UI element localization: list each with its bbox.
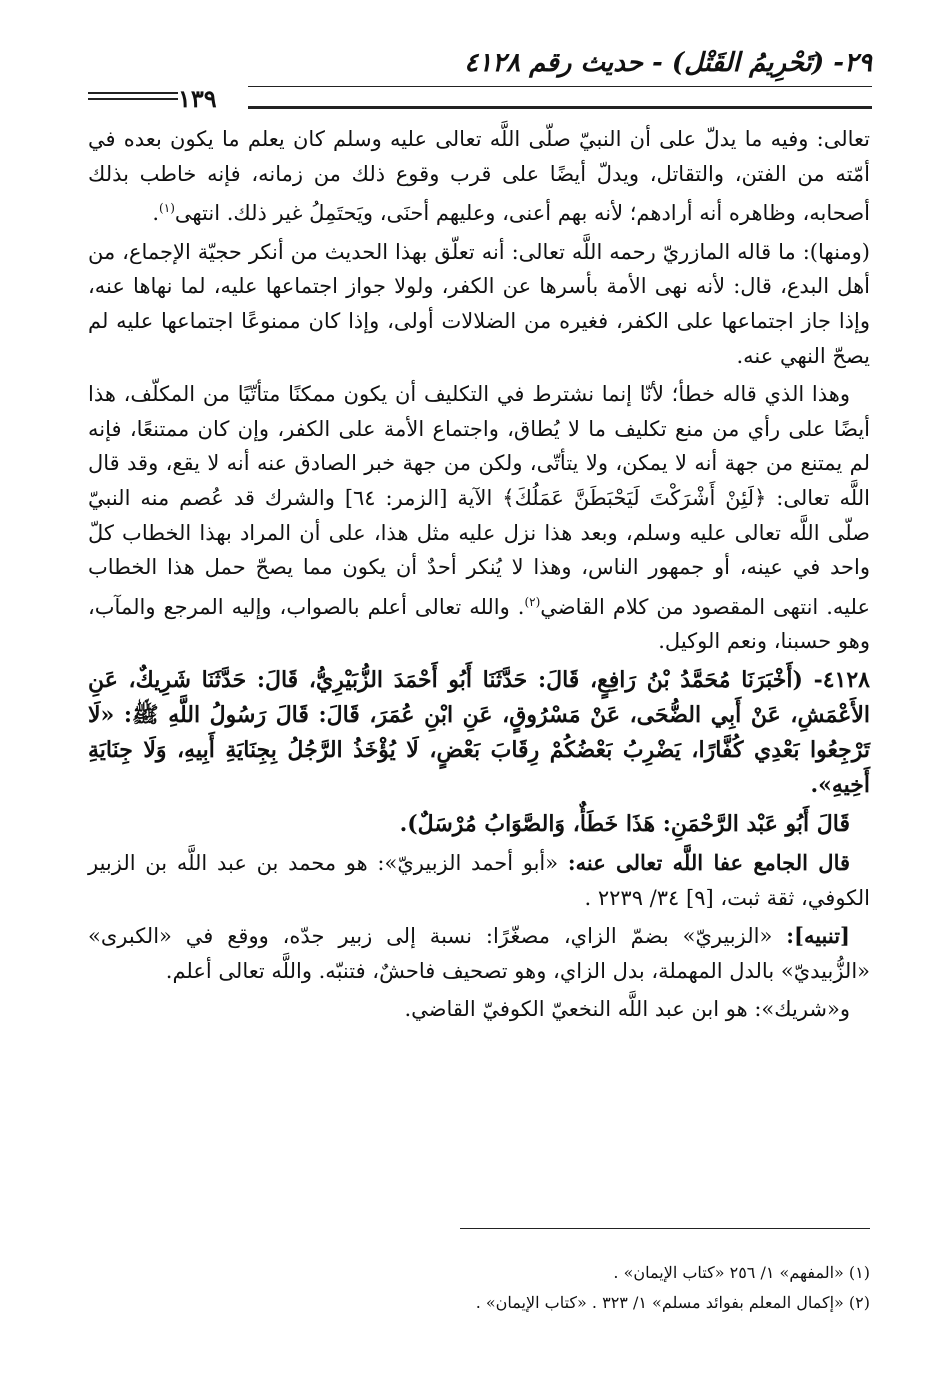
sharik-note: و«شريك»: هو ابن عبد اللَّه النخعيّ الكوفيّ القاضي. [404,997,850,1022]
page-body [88,122,870,1031]
tanbih-note: [تنبيه]: «الزبيريّ» بضمّ الزاي، مصغّرًا: نسبة إلى زبير جدّه، ووقع في «الكبرى» «الزُّبيديّ» بالدل المهملة، بدل الزاي، وهو تصحيف فاحشٌ، فتنبّه. واللَّه تعالى أعلم. [88,923,870,983]
page-number: ١٣٩ [178,84,217,113]
footnote-marker: (١) [159,201,175,216]
running-header [88,48,872,113]
paragraph: (ومنها): ما قاله المازريّ رحمه اللَّه تعالى: أنه تعلّق بهذا الحديث من أنكر حجيّة الإجماع، من أهل البدع، قال: لأنه نهى الأمة بأسرها عن الكفر، ولولا جواز اجتماعها عليه، لما نهاها عنه، وإذا جاز اجتماعها على الكفر، فغيره من الضلالات أولى، وإذا كان ممنوعًا اجتماعها عليه لم يصحّ النهي عنه. [88,239,870,368]
hadith-text: ٤١٢٨- (أَخْبَرَنَا مُحَمَّدُ بْنُ رَافِعٍ، قَالَ: حَدَّثَنَا أَبُو أَحْمَدَ الزُّبَيْرِيُّ، قَالَ: حَدَّثَنَا شَرِيكٌ، عَنِ الأَعْمَشِ، عَنْ أَبِي الضُّحَى، عَنْ مَسْرُوقٍ، عَنِ ابْنِ عُمَرَ، قَالَ: قَالَ رَسُولُ اللَّهِ ﷺ: «لَا تَرْجِعُوا بَعْدِي كُفَّارًا، يَضْرِبُ بَعْضُكُمْ رِقَابَ بَعْضٍ، لَا يُؤْخَذُ الرَّجُلُ بِجِنَايَةِ أَبِيهِ، وَلَا جِنَايَةِ أَخِيهِ». [88,666,870,798]
header-rule-left-2 [88,98,178,100]
footnotes [300,1258,870,1318]
chapter-title: ٢٩- (تَحْرِيمُ القَتْل) - حديث رقم ٤١٢٨ [464,48,872,78]
header-rule-left [88,92,178,94]
paragraph: وهذا الذي قاله خطأ؛ لأنّا إنما نشترط في التكليف أن يكون ممكنًا متأتّيًا من المكلّف، هذا أيضًا على رأي من منع تكليف ما لا يُطاق، واجتماع الأمة على الكفر، وإن كان ممتنعًا، فإنه لم يمتنع من جهة أنه لا يمكن، ولا يتأتّى، ولكن من جهة خبر الصادق عنه أنه لا يقع، وقد قال اللَّه تعالى: ﴿لَئِنْ أَشْرَكْتَ لَيَحْبَطَنَّ عَمَلُكَ﴾ الآية [الزمر: ٦٤] والشرك قد عُصم منه النبيّ صلّى اللَّه تعالى عليه وسلم، وبعد هذا نزل عليه مثل هذا، على أن المراد بهذا الخطاب كلّ واحد في عينه، أو جمهور الناس، وهذا لا يُنكر أحدٌ أن يكون مما يصحّ حمل هذا الخطاب عليه. انتهى المقصود من كلام القاضي$^{(٢)}$. والله تعالى أعلم بالصواب، وإليه المرجع والمآب، وهو حسبنا، ونعم الوكيل. [88,382,871,654]
footnote-2: (٢) «إكمال المعلم بفوائد مسلم» ١/ ٣٢٣ . «كتاب الإيمان» . [475,1293,870,1312]
footnote-1: (١) «المفهم» ١/ ٢٥٦ «كتاب الإيمان» . [613,1263,870,1282]
paragraph: تعالى: وفيه ما يدلّ على أن النبيّ صلّى اللَّه تعالى عليه وسلم كان يعلم ما يكون بعده في أمّته من الفتن، والتقاتل، ويدلّ أيضًا على قرب وقوع ذلك من زمانه، فإنه خاطب بذلك أصحابه، وظاهره أنه أرادهم؛ لأنه بهم أعنى، وعليهم أحنَى، ويَحتَمِلُ غير ذلك. انتهى$^{(١)}$. [88,127,870,226]
jami-comment: قال الجامع عفا اللَّه تعالى عنه: «أبو أحمد الزبيريّ»: هو محمد بن عبد اللَّه بن الزبير الكوفي، ثقة ثبت، [٩] ٣٤/ ٢٢٣٩ . [88,849,870,910]
hadith-note: قَالَ أَبُو عَبْد الرَّحْمَنِ: هَذَا خَطَأٌ، وَالصَّوَابُ مُرْسَلٌ). [399,810,850,837]
footnote-marker: (٢) [524,594,541,609]
footnote-separator [460,1228,870,1229]
header-rule-thick [248,106,872,109]
header-rule [248,86,872,87]
